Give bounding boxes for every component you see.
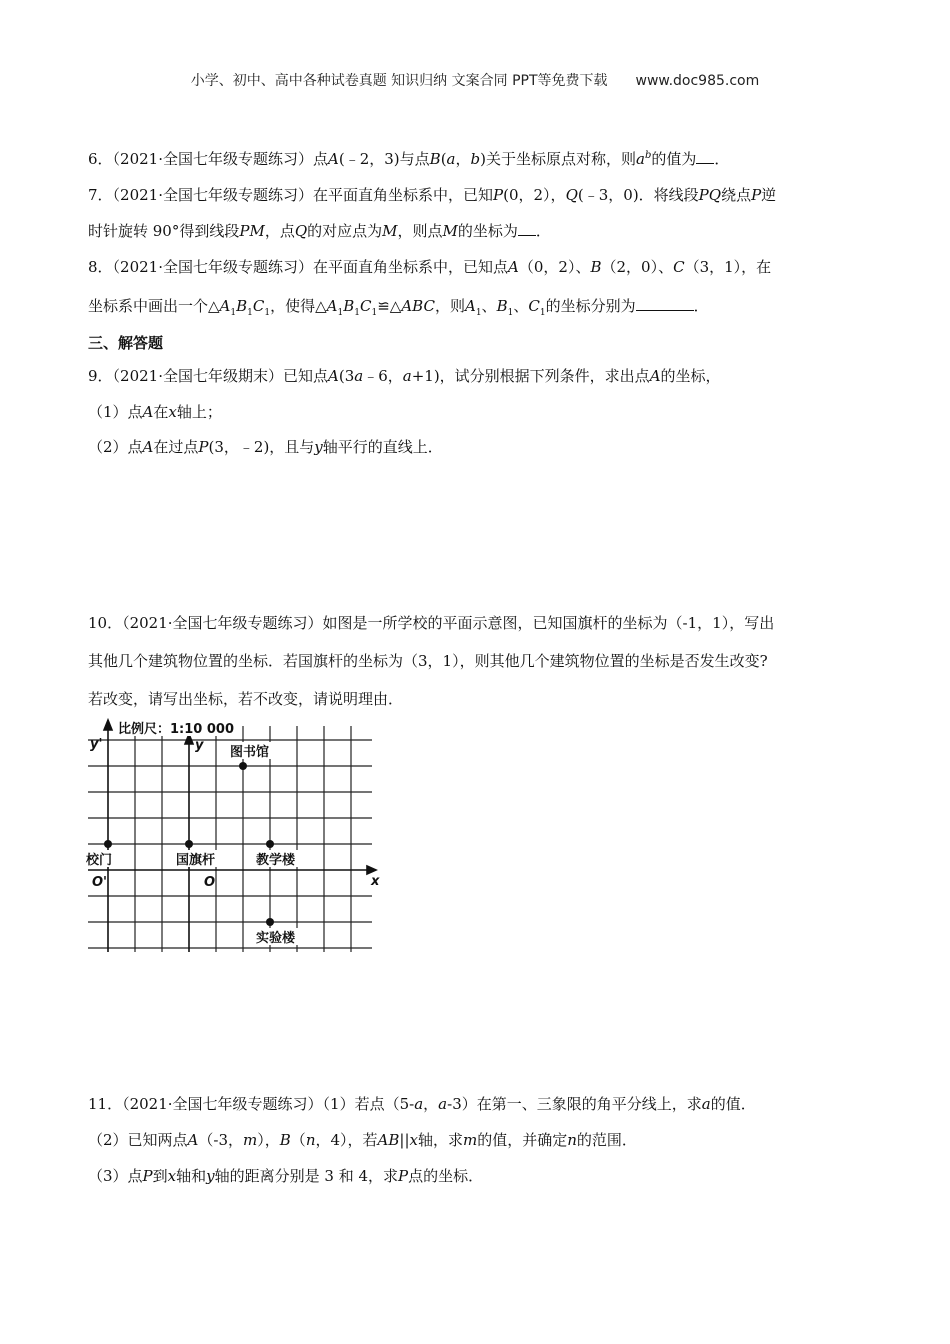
teaching-building-label: 教学楼 bbox=[256, 853, 296, 868]
header-site: www.doc985.com bbox=[635, 73, 760, 89]
question-8-line-2: 坐标系中画出一个$\triangle A_1B_1C_1$，使得$\triangle A_1B_1C_1≌\triangle ABC$，则$A_1$、$B_1$、$C_1$的坐标分别为 ． bbox=[88, 297, 709, 318]
origin-prime-label: O' bbox=[92, 875, 108, 890]
origin-label: O bbox=[204, 875, 216, 890]
scale-label: 比例尺：1:10 000 bbox=[118, 722, 234, 737]
y-label: y bbox=[195, 738, 204, 753]
question-9: 9．（2021·全国七年级期末）已知点A(3a﹣6，a+1)，试分别根据下列条件，求出点A的坐标， bbox=[88, 367, 721, 385]
gate-point bbox=[104, 840, 112, 848]
x-label: x bbox=[371, 874, 380, 889]
section-heading: 三、解答题 bbox=[88, 334, 164, 352]
question-7-line-2: 时针旋转 90°得到线段PM，点Q的对应点为M，则点M的坐标为 ． bbox=[88, 222, 551, 240]
question-7: 7．（2021·全国七年级专题练习）在平面直角坐标系中，已知P(0，2），Q(﹣3，0)．将线段PQ绕点P逆 bbox=[88, 186, 777, 204]
question-10-line-3: 若改变，请写出坐标，若不改变，请说明理由． bbox=[88, 690, 404, 708]
question-11-part-3: （3）点P到x轴和y轴的距离分别是 3 和 4，求P点的坐标． bbox=[88, 1167, 484, 1185]
question-11-part-2: （2）已知两点A（-3，m），B（n，4），若AB||x轴，求m的值，并确定n的范围． bbox=[88, 1131, 637, 1149]
y-prime-label: y' bbox=[90, 737, 103, 752]
answer-blank bbox=[518, 222, 536, 236]
question-10-line-2: 其他几个建筑物位置的坐标．若国旗杆的坐标为（3，1），则其他几个建筑物位置的坐标是否发生改变? bbox=[88, 652, 768, 670]
gate-label: 校门 bbox=[86, 853, 113, 868]
question-9-part-1: （1）点A在x轴上； bbox=[88, 403, 222, 421]
page-header bbox=[0, 70, 950, 90]
answer-blank bbox=[696, 150, 714, 164]
lab-building-point bbox=[266, 918, 274, 926]
school-map-figure bbox=[80, 712, 390, 960]
question-8: 8．（2021·全国七年级专题练习）在平面直角坐标系中，已知点A（0，2）、B（2，0）、C（3，1），在 bbox=[88, 258, 772, 276]
library-label: 图书馆 bbox=[230, 745, 270, 760]
question-11: 11．（2021·全国七年级专题练习）（1）若点（5-a，a-3）在第一、三象限的角平分线上，求a的值． bbox=[88, 1095, 756, 1113]
teaching-building-point bbox=[266, 840, 274, 848]
header-text: 小学、初中、高中各种试卷真题 知识归纳 文案合同 PPT等免费下载 bbox=[190, 73, 608, 89]
library-point bbox=[239, 762, 247, 770]
question-9-part-2: （2）点A在过点P(3，﹣2)，且与y轴平行的直线上． bbox=[88, 438, 443, 456]
question-6: 6．（2021·全国七年级专题练习）点A(﹣2，3)与点B(a，b)关于坐标原点对称，则$a^b$的值为 ． bbox=[88, 150, 730, 168]
flagpole-label: 国旗杆 bbox=[176, 853, 216, 868]
question-10: 10．（2021·全国七年级专题练习）如图是一所学校的平面示意图，已知国旗杆的坐标为（-1，1），写出 bbox=[88, 614, 775, 632]
lab-building-label: 实验楼 bbox=[256, 931, 296, 946]
x-axis-arrow-icon bbox=[367, 866, 376, 874]
answer-blank bbox=[636, 297, 694, 311]
y-prime-axis-arrow-icon bbox=[104, 720, 112, 730]
flagpole-point bbox=[185, 840, 193, 848]
